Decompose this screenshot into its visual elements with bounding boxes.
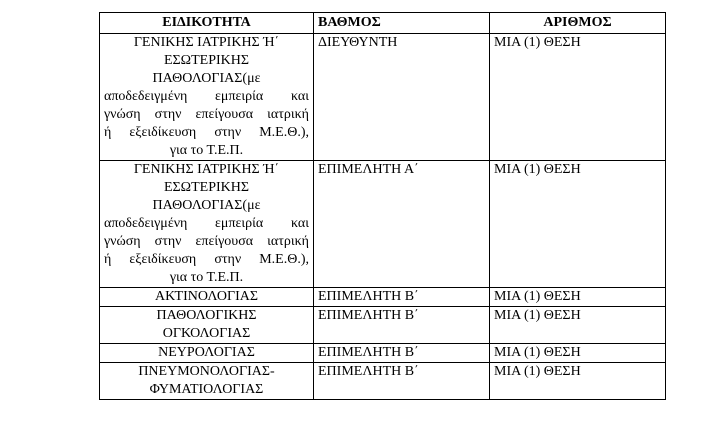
cell-rank: ΕΠΙΜΕΛΗΤΗ Β΄ (314, 288, 490, 307)
specialty-line: ή εξειδίκευση στην Μ.Ε.Θ.), (104, 125, 309, 140)
cell-number: ΜΙΑ (1) ΘΕΣΗ (490, 288, 666, 307)
cell-specialty (100, 344, 314, 363)
specialty-line: ΠΝΕΥΜΟΝΟΛΟΓΙΑΣ- (138, 364, 275, 379)
specialty-line: ΦΥΜΑΤΙΟΛΟΓΙΑΣ (149, 382, 264, 397)
specialty-line: ΠΑΘΟΛΟΓΙΑΣ(με (152, 198, 261, 213)
cell-number: ΜΙΑ (1) ΘΕΣΗ (490, 161, 666, 288)
cell-specialty (100, 288, 314, 307)
table-header (100, 13, 666, 34)
table-body (100, 34, 666, 400)
header-specialty: ΕΙΔΙΚΟΤΗΤΑ (100, 13, 314, 34)
cell-rank: ΕΠΙΜΕΛΗΤΗ Β΄ (314, 344, 490, 363)
cell-specialty (100, 307, 314, 344)
header-number: ΑΡΙΘΜΟΣ (490, 13, 666, 34)
specialty-line: για το Τ.Ε.Π. (169, 270, 244, 285)
cell-rank: ΕΠΙΜΕΛΗΤΗ Β΄ (314, 363, 490, 400)
specialty-line: ΕΣΩΤΕΡΙΚΗΣ (163, 53, 250, 68)
cell-number: ΜΙΑ (1) ΘΕΣΗ (490, 363, 666, 400)
cell-number: ΜΙΑ (1) ΘΕΣΗ (490, 34, 666, 161)
specialty-line: ΠΑΘΟΛΟΓΙΚΗΣ (156, 308, 257, 323)
cell-number: ΜΙΑ (1) ΘΕΣΗ (490, 307, 666, 344)
specialty-line: ΟΓΚΟΛΟΓΙΑΣ (162, 326, 251, 341)
specialty-line: αποδεδειγμένη εμπειρία και (104, 216, 309, 231)
specialty-line: ΕΣΩΤΕΡΙΚΗΣ (163, 180, 250, 195)
specialty-line: γνώση στην επείγουσα ιατρική (104, 107, 309, 122)
cell-specialty (100, 161, 314, 288)
specialty-line: ΠΑΘΟΛΟΓΙΑΣ(με (152, 71, 261, 86)
header-rank: ΒΑΘΜΟΣ (314, 13, 490, 34)
cell-rank: ΕΠΙΜΕΛΗΤΗ Α΄ (314, 161, 490, 288)
table-row (100, 34, 666, 161)
specialty-line: για το Τ.Ε.Π. (169, 143, 244, 158)
cell-specialty (100, 34, 314, 161)
specialty-line: αποδεδειγμένη εμπειρία και (104, 89, 309, 104)
specialty-line: ΓΕΝΙΚΗΣ ΙΑΤΡΙΚΗΣ Ή΄ (133, 35, 280, 50)
specialty-line: ΝΕΥΡΟΛΟΓΙΑΣ (158, 345, 255, 360)
cell-rank: ΔΙΕΥΘΥΝΤΗ (314, 34, 490, 161)
specialty-line: ΓΕΝΙΚΗΣ ΙΑΤΡΙΚΗΣ Ή΄ (133, 162, 280, 177)
cell-rank: ΕΠΙΜΕΛΗΤΗ Β΄ (314, 307, 490, 344)
table-row (100, 161, 666, 288)
table-row (100, 288, 666, 307)
positions-table (99, 12, 666, 400)
specialty-line: ΑΚΤΙΝΟΛΟΓΙΑΣ (154, 289, 259, 304)
header-row (100, 13, 666, 34)
cell-number: ΜΙΑ (1) ΘΕΣΗ (490, 344, 666, 363)
cell-specialty (100, 363, 314, 400)
specialty-line: ή εξειδίκευση στην Μ.Ε.Θ.), (104, 252, 309, 267)
table-row (100, 307, 666, 344)
table-row (100, 363, 666, 400)
specialty-line: γνώση στην επείγουσα ιατρική (104, 234, 309, 249)
table-row (100, 344, 666, 363)
